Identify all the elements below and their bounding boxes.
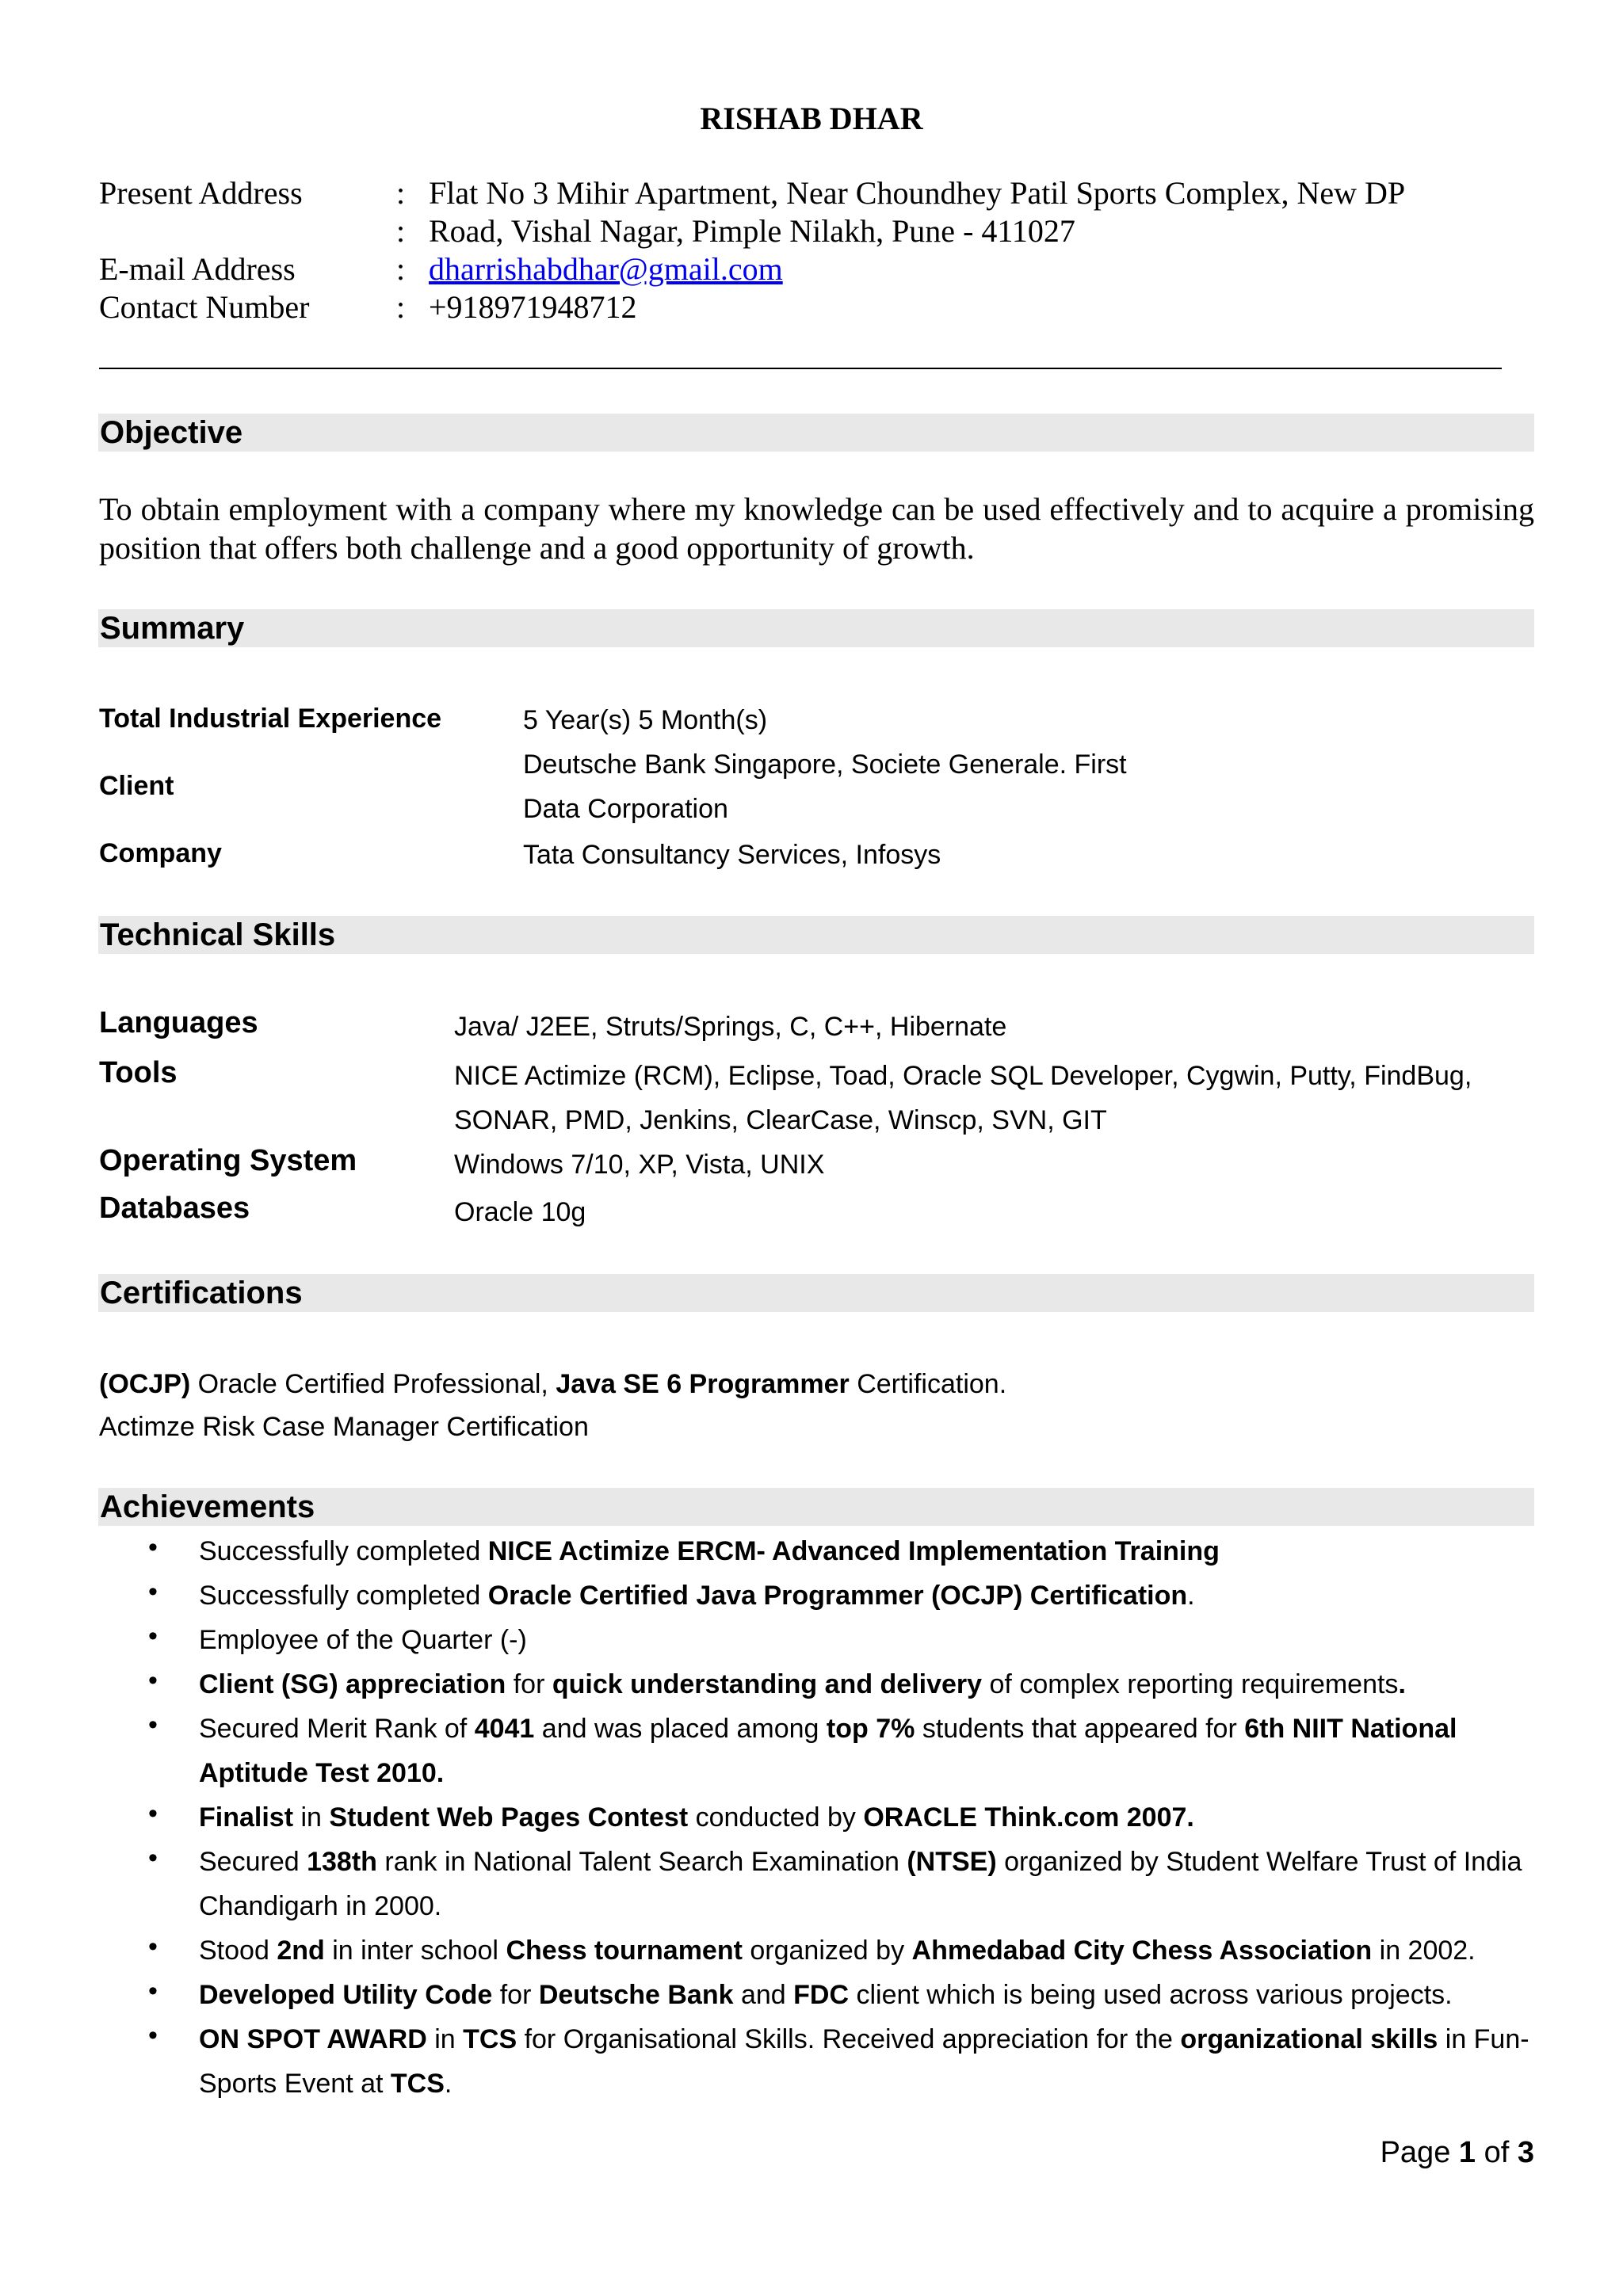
skill-value: Java/ J2EE, Struts/Springs, C, C++, Hibernate <box>454 1012 1007 1042</box>
achievement-text-segment: 138th <box>307 1847 377 1877</box>
achievement-text-segment: FDC <box>793 1980 850 2010</box>
bullet-icon: • <box>148 1532 158 1562</box>
section-title: Achievements <box>100 1489 315 1524</box>
achievement-text-segment: client which is being used across various projects. <box>849 1980 1453 2010</box>
colon: : <box>396 175 406 211</box>
skill-label: Languages <box>99 1006 258 1039</box>
achievement-text-segment: for Organisational Skills. Received appreciation for the <box>517 2024 1181 2054</box>
bullet-icon: • <box>148 1976 158 2006</box>
bullet-icon: • <box>148 1798 158 1829</box>
achievement-text <box>199 1662 1533 1707</box>
achievement-text-segment: Successfully completed <box>199 1581 488 1611</box>
achievement-text-segment: Developed Utility Code <box>199 1980 493 2010</box>
achievement-text-segment: Finalist <box>199 1802 294 1833</box>
achievement-text-segment: Oracle Certified Java Programmer (OCJP) Certification <box>487 1581 1188 1611</box>
summary-value: Tata Consultancy Services, Infosys <box>523 840 941 870</box>
summary-label: Total Industrial Experience <box>99 704 442 734</box>
achievement-text-segment: in 2002. <box>1372 1936 1476 1966</box>
bullet-icon: • <box>148 1843 158 1873</box>
bullet-icon: • <box>148 1932 158 1962</box>
page-word: Page <box>1380 2136 1451 2169</box>
current-page: 1 <box>1458 2136 1476 2169</box>
achievement-text-segment: Chess tournament <box>506 1936 743 1966</box>
achievement-text-segment: organizational skills <box>1180 2024 1438 2054</box>
achievement-text-segment: Deutsche Bank <box>538 1980 734 2010</box>
achievement-text-segment: and <box>733 1980 794 2010</box>
bullet-icon: • <box>148 1621 158 1651</box>
achievement-text-segment: top 7% <box>826 1714 915 1744</box>
bullet-icon: • <box>148 1577 158 1607</box>
achievement-text <box>199 1618 1533 1662</box>
section-title: Certifications <box>100 1276 303 1310</box>
section-title: Summary <box>100 611 245 646</box>
skill-value: NICE Actimize (RCM), Eclipse, Toad, Oracle SQL Developer, Cygwin, Putty, FindBug, <box>454 1061 1472 1091</box>
achievement-text <box>199 1529 1533 1573</box>
achievement-text-segment: in Fun-Sports Event at <box>199 2024 1529 2099</box>
achievements-section-header <box>98 1488 1534 1526</box>
present-address-label: Present Address <box>99 175 303 211</box>
achievement-text-segment: Employee of the Quarter (-) <box>199 1625 527 1655</box>
cert-text-segment: Oracle Certified Professional, <box>190 1369 556 1399</box>
achievement-text-segment: 4041 <box>474 1714 535 1744</box>
achievement-text <box>199 1573 1533 1618</box>
achievement-text-segment: in <box>426 2024 464 2054</box>
achievement-text-segment: ON SPOT AWARD <box>199 2024 427 2054</box>
achievement-text-segment: quick understanding and delivery <box>552 1669 983 1699</box>
achievement-text-segment: for <box>492 1980 539 2010</box>
skill-value: SONAR, PMD, Jenkins, ClearCase, Winscp, SVN, GIT <box>454 1105 1107 1135</box>
contact-number-label: Contact Number <box>99 289 310 325</box>
achievement-text-segment: 2nd <box>277 1936 325 1966</box>
achievement-text-segment: Client (SG) appreciation <box>199 1669 506 1699</box>
achievement-text-segment: ORACLE Think.com 2007. <box>863 1802 1194 1833</box>
summary-section-header <box>98 609 1534 647</box>
achievement-text-segment: conducted by <box>688 1802 864 1833</box>
bullet-icon: • <box>148 1665 158 1695</box>
achievement-text-segment: . <box>444 2069 453 2099</box>
objective-section-header <box>98 414 1534 452</box>
summary-value: 5 Year(s) 5 Month(s) <box>523 705 768 735</box>
achievement-text-segment: in <box>293 1802 330 1833</box>
achievement-text-segment: organized by <box>742 1936 912 1966</box>
candidate-name: RISHAB DHAR <box>700 101 923 136</box>
skill-label: Operating System <box>99 1144 357 1177</box>
header-divider <box>99 368 1502 369</box>
cert-text-segment: Java SE 6 Programmer <box>556 1369 850 1399</box>
address-line-1: Flat No 3 Mihir Apartment, Near Choundhey Patil Sports Complex, New DP <box>429 175 1406 211</box>
phone-number: +918971948712 <box>429 289 637 325</box>
skill-value: Oracle 10g <box>454 1197 586 1227</box>
objective-text: To obtain employment with a company where my knowledge can be used effectively and to acquire a promising position that offers both challenge and a good opportunity of growth. <box>99 491 1534 566</box>
cert-text-segment: Certification. <box>849 1369 1007 1399</box>
achievement-text-segment: for <box>506 1669 552 1699</box>
achievement-text-segment: TCS <box>463 2024 517 2054</box>
achievement-text-segment: and was placed among <box>534 1714 827 1744</box>
achievement-text-segment: Secured Merit Rank of <box>199 1714 475 1744</box>
achievement-text-segment: . <box>1187 1581 1195 1611</box>
achievement-text-segment: . <box>1398 1669 1406 1699</box>
achievement-text-segment: Secured <box>199 1847 307 1877</box>
address-line-2: Road, Vishal Nagar, Pimple Nilakh, Pune - 411027 <box>429 213 1075 249</box>
bullet-icon: • <box>148 2020 158 2050</box>
achievement-text-segment: students that appeared for <box>915 1714 1245 1744</box>
section-title: Objective <box>100 415 243 450</box>
achievement-text <box>199 1707 1533 1795</box>
achievement-text <box>199 1795 1533 1840</box>
summary-label: Client <box>99 771 174 801</box>
certification-item: Actimze Risk Case Manager Certification <box>99 1412 589 1442</box>
achievement-text-segment: rank in National Talent Search Examination <box>376 1847 907 1877</box>
bullet-icon: • <box>148 1710 158 1740</box>
achievement-text-segment: Successfully completed <box>199 1536 488 1566</box>
page-number <box>1381 2136 1534 2170</box>
email-link[interactable]: dharrishabdhar@gmail.com <box>429 251 783 287</box>
achievement-text-segment: NICE Actimize ERCM- Advanced Implementation Training <box>487 1536 1220 1566</box>
achievement-text-segment: (NTSE) <box>907 1847 997 1877</box>
achievement-text <box>199 1840 1533 1928</box>
skill-value: Windows 7/10, XP, Vista, UNIX <box>454 1150 825 1180</box>
achievement-text-segment: organized by Student Welfare Trust of India Chandigarh in 2000. <box>199 1847 1522 1921</box>
achievement-text-segment: TCS <box>390 2069 445 2099</box>
achievement-text-segment: Stood <box>199 1936 277 1966</box>
achievement-text <box>199 1973 1533 2017</box>
achievement-text-segment: of complex reporting requirements <box>982 1669 1399 1699</box>
of-word: of <box>1484 2136 1510 2169</box>
technical-skills-section-header <box>98 916 1534 954</box>
skill-label: Tools <box>99 1056 178 1089</box>
email-label: E-mail Address <box>99 251 296 287</box>
achievement-text <box>199 1928 1533 1973</box>
cert-text-segment: (OCJP) <box>99 1369 191 1399</box>
achievement-text-segment: 6th NIIT National Aptitude Test 2010. <box>199 1714 1457 1788</box>
skill-label: Databases <box>99 1192 250 1225</box>
section-title: Technical Skills <box>100 917 336 952</box>
achievement-text <box>199 2017 1533 2106</box>
achievement-text-segment: Student Web Pages Contest <box>329 1802 689 1833</box>
summary-value: Deutsche Bank Singapore, Societe Generale. First <box>523 749 1127 780</box>
colon: : <box>396 213 406 249</box>
certifications-section-header <box>98 1274 1534 1312</box>
summary-label: Company <box>99 838 222 868</box>
colon: : <box>396 289 406 325</box>
achievement-text-segment: in inter school <box>324 1936 506 1966</box>
summary-value: Data Corporation <box>523 794 728 824</box>
achievement-text-segment: Ahmedabad City Chess Association <box>911 1936 1373 1966</box>
certification-item <box>99 1369 1006 1400</box>
colon: : <box>396 251 406 287</box>
total-pages: 3 <box>1517 2136 1534 2169</box>
